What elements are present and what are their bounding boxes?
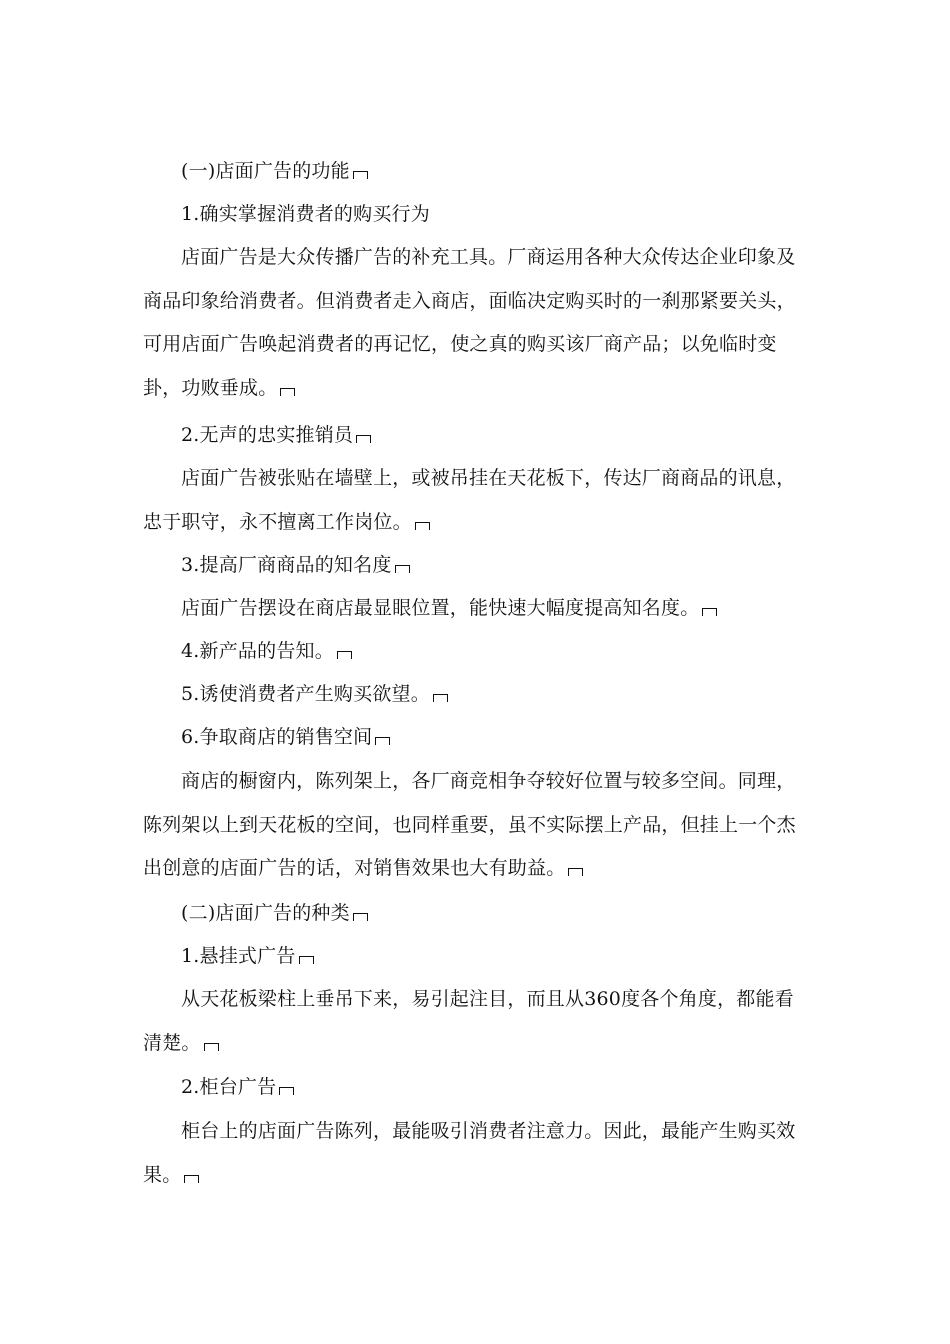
subheading-1: 1.确实掌握消费者的购买行为 bbox=[181, 203, 430, 225]
paragraph-mark-icon bbox=[280, 388, 295, 396]
subheading-type-2: 2.柜台广告 bbox=[143, 1066, 807, 1110]
body-paragraph-5: 从天花板梁柱上垂吊下来，易引起注目，而且从360度各个角度，都能看清楚。 bbox=[143, 988, 794, 1054]
paragraph-mark-icon bbox=[433, 694, 448, 702]
subheading-6: 6.争取商店的销售空间 bbox=[143, 716, 807, 760]
paragraph-mark-icon bbox=[353, 171, 368, 179]
subheading-2: 2.无声的忠实推销员 bbox=[143, 414, 807, 458]
subheading-3: 3.提高厂商商品的知名度 bbox=[143, 544, 807, 588]
paragraph-mark-icon bbox=[395, 565, 410, 573]
paragraph-mark-icon bbox=[353, 913, 368, 921]
body-paragraph-4: 商店的橱窗内，陈列架上，各厂商竞相争夺较好位置与较多空间。同理，陈列架以上到天花板的空间，也同样重要，虽不实际摆上产品，但挂上一个杰出创意的店面广告的话，对销售效果也大有助益。 bbox=[143, 770, 796, 879]
paragraph-mark-icon bbox=[299, 956, 314, 964]
paragraph-mark-icon bbox=[356, 435, 371, 443]
paragraph-mark-icon bbox=[375, 737, 390, 745]
paragraph-mark-icon bbox=[415, 522, 430, 530]
paragraph-mark-icon bbox=[568, 868, 583, 876]
subheading-type-1: 1.悬挂式广告 bbox=[143, 935, 807, 979]
body-paragraph-6: 柜台上的店面广告陈列，最能吸引消费者注意力。因此，最能产生购买效果。 bbox=[143, 1120, 796, 1186]
paragraph-mark-icon bbox=[337, 651, 352, 659]
section-heading-types: (二)店面广告的种类 bbox=[143, 892, 807, 936]
body-paragraph-2: 店面广告被张贴在墙壁上，或被吊挂在天花板下，传达厂商商品的讯息，忠于职守，永不擅离工作岗位。 bbox=[143, 467, 796, 533]
paragraph-mark-icon bbox=[702, 608, 717, 616]
body-paragraph-3: 店面广告摆设在商店最显眼位置，能快速大幅度提高知名度。 bbox=[143, 587, 807, 631]
subheading-5: 5.诱使消费者产生购买欲望。 bbox=[143, 673, 807, 717]
paragraph-mark-icon bbox=[184, 1175, 199, 1183]
section-heading-functions: (一)店面广告的功能 bbox=[143, 150, 807, 194]
subheading-4: 4.新产品的告知。 bbox=[143, 630, 807, 674]
paragraph-mark-icon bbox=[279, 1087, 294, 1095]
body-paragraph-1: 店面广告是大众传播广告的补充工具。厂商运用各种大众传达企业印象及商品印象给消费者。但消费者走入商店，面临决定购买时的一刹那紧要关头，可用店面广告唤起消费者的再记忆，使之真的购买该厂商产品；以免临时变卦，功败垂成。 bbox=[143, 246, 796, 399]
paragraph-mark-icon bbox=[204, 1043, 219, 1051]
